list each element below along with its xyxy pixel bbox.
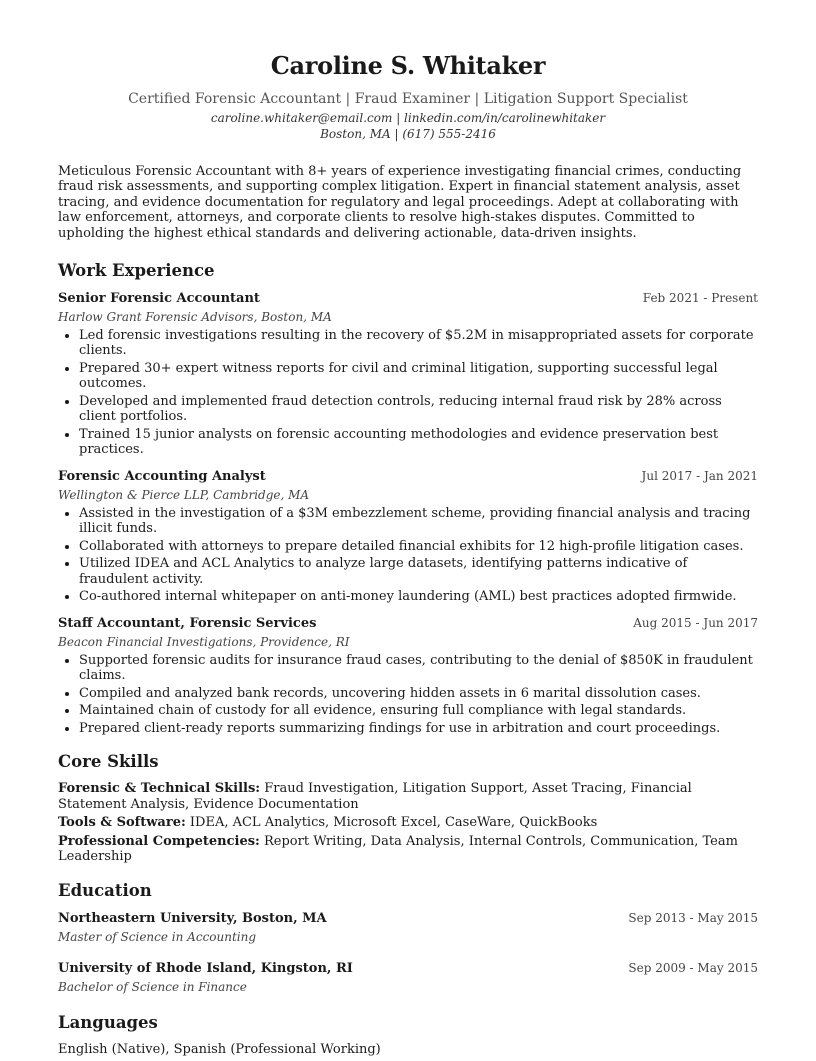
job-bullets xyxy=(58,653,758,737)
job-entry xyxy=(58,468,758,605)
education-dates: Sep 2013 - May 2015 xyxy=(628,911,758,926)
job-title: Senior Forensic Accountant xyxy=(58,291,260,307)
section-title: Languages xyxy=(58,1013,158,1033)
degree: Bachelor of Science in Finance xyxy=(58,980,247,995)
job-company: Harlow Grant Forensic Advisors, Boston, MA xyxy=(58,310,332,325)
job-company: Beacon Financial Investigations, Providence, RI xyxy=(58,634,350,649)
job-bullet: • Supported forensic audits for insurance fraud cases, contributing to the denial of $850K in fraudulent claims. xyxy=(79,653,758,684)
skill-line xyxy=(58,834,758,865)
professional-summary: Meticulous Forensic Accountant with 8+ years of experience investigating financial crimes, conducting fraud risk assessments, and supporting complex litigation. Expert in financial statement analysis, asset tracing, and evidence documentation for regulatory and legal proceedings. Adept at collaborating with law enforcement, attorneys, and corporate clients to resolve high-stakes disputes. Committed to upholding the highest ethical standards and delivering actionable, data-driven insights. xyxy=(58,164,742,241)
resume-header xyxy=(0,0,816,142)
job-bullet: • Maintained chain of custody for all evidence, ensuring full compliance with legal standards. xyxy=(79,703,758,718)
core-skills-section xyxy=(58,752,758,864)
job-entry xyxy=(58,290,758,458)
job-bullets xyxy=(58,328,758,458)
languages-section xyxy=(58,1013,758,1057)
job-bullet: • Prepared 30+ expert witness reports for civil and criminal litigation, supporting successful legal outcomes. xyxy=(79,361,758,392)
skill-label: Tools & Software: xyxy=(58,815,186,831)
job-dates: Feb 2021 - Present xyxy=(642,291,758,306)
skill-text: Report Writing, Data Analysis, Internal Controls, Communication, Team Leadership xyxy=(58,833,738,865)
languages-text: English (Native), Spanish (Professional Working) xyxy=(58,1042,381,1058)
skill-label: Forensic & Technical Skills: xyxy=(58,781,261,797)
education-dates: Sep 2009 - May 2015 xyxy=(628,961,758,976)
skill-text: IDEA, ACL Analytics, Microsoft Excel, CaseWare, QuickBooks xyxy=(185,815,598,831)
skill-line xyxy=(58,815,758,830)
job-bullets xyxy=(58,506,758,605)
work-experience-section xyxy=(58,261,758,736)
skill-text: Fraud Investigation, Litigation Support, Asset Tracing, Financial Statement Analysis, Evidence Documentation xyxy=(58,781,692,812)
school-name: University of Rhode Island, Kingston, RI xyxy=(58,961,353,977)
education-entry xyxy=(58,960,758,996)
job-bullet: • Compiled and analyzed bank records, uncovering hidden assets in 6 marital dissolution cases. xyxy=(79,686,758,701)
candidate-name: Caroline S. Whitaker xyxy=(270,51,546,80)
section-title: Work Experience xyxy=(58,261,215,281)
job-bullet: • Co-authored internal whitepaper on anti-money laundering (AML) best practices adopted firmwide. xyxy=(79,589,758,604)
section-title: Core Skills xyxy=(58,752,159,772)
candidate-headline: Certified Forensic Accountant | Fraud Examiner | Litigation Support Specialist xyxy=(128,91,688,107)
school-name: Northeastern University, Boston, MA xyxy=(58,911,327,927)
job-bullet: • Led forensic investigations resulting in the recovery of $5.2M in misappropriated assets for corporate clients. xyxy=(79,328,758,359)
section-title: Education xyxy=(58,881,152,901)
job-bullet: • Utilized IDEA and ACL Analytics to analyze large datasets, identifying patterns indicative of fraudulent activity. xyxy=(79,556,758,587)
education-section xyxy=(58,881,758,996)
skill-line xyxy=(58,781,758,812)
job-company: Wellington & Pierce LLP, Cambridge, MA xyxy=(58,487,310,502)
contact-line-2: Boston, MA | (617) 555-2416 xyxy=(320,126,496,141)
job-title: Forensic Accounting Analyst xyxy=(58,468,266,484)
resume-body xyxy=(58,164,758,1061)
job-entry xyxy=(58,615,758,737)
job-dates: Aug 2015 - Jun 2017 xyxy=(633,615,758,630)
job-bullet: • Assisted in the investigation of a $3M embezzlement scheme, providing financial analysis and tracing illicit funds. xyxy=(79,506,758,537)
contact-line-1: caroline.whitaker@email.com | linkedin.com/in/carolinewhitaker xyxy=(210,111,606,125)
job-bullet: • Prepared client-ready reports summarizing findings for use in arbitration and court proceedings. xyxy=(79,721,758,736)
education-entry xyxy=(58,910,758,946)
degree: Master of Science in Accounting xyxy=(58,930,257,945)
job-bullet: • Collaborated with attorneys to prepare detailed financial exhibits for 12 high-profile litigation cases. xyxy=(79,539,758,554)
job-bullet: • Trained 15 junior analysts on forensic accounting methodologies and evidence preservation best practices. xyxy=(79,427,758,458)
job-bullet: • Developed and implemented fraud detection controls, reducing internal fraud risk by 28% across client portfolios. xyxy=(79,394,758,425)
job-title: Staff Accountant, Forensic Services xyxy=(58,615,317,631)
job-dates: Jul 2017 - Jan 2021 xyxy=(641,468,758,483)
skill-label: Professional Competencies: xyxy=(58,833,260,849)
